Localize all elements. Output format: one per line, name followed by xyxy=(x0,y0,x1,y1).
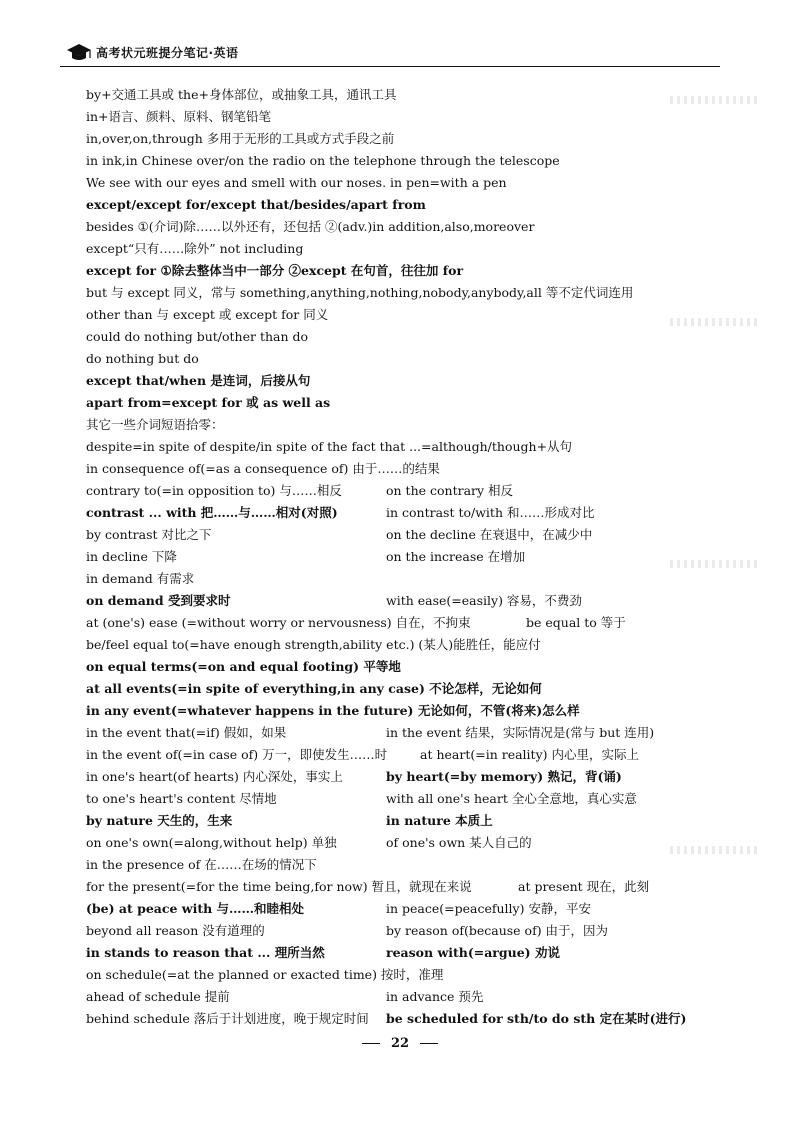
phrase-right: with ease(=easily) 容易，不费劲 xyxy=(386,593,582,608)
phrase-right: in peace(=peacefully) 安静，平安 xyxy=(386,901,591,916)
phrase-right: be equal to 等于 xyxy=(526,615,626,630)
phrase-left: in stands to reason that ... 理所当然 xyxy=(86,945,325,960)
note-line: apart from=except for 或 as well as xyxy=(86,395,331,410)
phrase-row xyxy=(86,568,706,590)
phrase-row xyxy=(86,700,706,722)
phrase-row xyxy=(86,678,706,700)
phrase-row xyxy=(86,634,706,656)
phrase-right: in advance 预先 xyxy=(386,989,484,1004)
phrase-right: at heart(=in reality) 内心里，实际上 xyxy=(420,747,639,762)
phrase-right: on the increase 在增加 xyxy=(386,549,526,564)
phrase-row xyxy=(86,876,706,898)
phrase-left: in any event(=whatever happens in the future) 无论如何，不管(将来)怎么样 xyxy=(86,703,580,718)
phrase-left: ahead of schedule 提前 xyxy=(86,989,230,1004)
scan-noise xyxy=(670,846,760,854)
phrase-row xyxy=(86,524,706,546)
note-line: despite=in spite of despite/in spite of the fact that ...=although/though+从句 xyxy=(86,439,573,454)
phrase-row xyxy=(86,810,706,832)
phrase-right: on the decline 在衰退中，在减少中 xyxy=(386,527,593,542)
note-line: in ink,in Chinese over/on the radio on the telephone through the telescope xyxy=(86,153,560,168)
phrase-right: of one's own 某人自己的 xyxy=(386,835,532,850)
phrase-left: in the event of(=in case of) 万一，即使发生……时 xyxy=(86,747,388,762)
phrase-row xyxy=(86,656,706,678)
phrase-left: behind schedule 落后于计划进度，晚于规定时间 xyxy=(86,1011,369,1026)
phrase-row xyxy=(86,480,706,502)
note-line: do nothing but do xyxy=(86,351,199,366)
phrase-left: contrary to(=in opposition to) 与……相反 xyxy=(86,483,342,498)
notes-body xyxy=(86,84,706,1030)
note-line: could do nothing but/other than do xyxy=(86,329,309,344)
page-number: 22 xyxy=(390,1036,410,1051)
phrase-left: on demand 受到要求时 xyxy=(86,593,231,608)
note-line: We see with our eyes and smell with our noses. in pen=with a pen xyxy=(86,175,507,190)
phrase-right: in nature 本质上 xyxy=(386,813,493,828)
phrase-right: by reason of(because of) 由于，因为 xyxy=(386,923,609,938)
phrase-left: by nature 天生的，生来 xyxy=(86,813,233,828)
phrase-left: for the present(=for the time being,for now) 暂且，就现在来说 xyxy=(86,879,472,894)
note-line: except/except for/except that/besides/apart from xyxy=(86,197,426,212)
phrase-left: be/feel equal to(=have enough strength,ability etc.) (某人)能胜任，能应付 xyxy=(86,637,541,652)
phrase-right: reason with(=argue) 劝说 xyxy=(386,945,560,960)
phrase-row xyxy=(86,986,706,1008)
phrase-row xyxy=(86,920,706,942)
note-line: in,over,on,through 多用于无形的工具或方式手段之前 xyxy=(86,131,395,146)
phrase-left: on schedule(=at the planned or exacted time) 按时，准理 xyxy=(86,967,444,982)
phrase-row xyxy=(86,788,706,810)
phrase-left: (be) at peace with 与……和睦相处 xyxy=(86,901,305,916)
note-line: besides ①(介词)除……以外还有，还包括 ②(adv.)in addition,also,moreover xyxy=(86,219,535,234)
graduation-cap-icon xyxy=(66,42,92,64)
note-line: in+语言、颜料、原料、钢笔铅笔 xyxy=(86,109,272,124)
note-line: except for ①除去整体当中一部分 ②except 在句首，往往加 for xyxy=(86,263,464,278)
book-title: 高考状元班提分笔记·英语 xyxy=(96,46,239,60)
phrase-row xyxy=(86,458,706,480)
scan-noise xyxy=(670,560,760,568)
phrase-pairs xyxy=(86,458,706,1030)
footer-dash-right xyxy=(420,1043,438,1044)
phrase-row xyxy=(86,898,706,920)
phrase-row xyxy=(86,612,706,634)
phrase-row xyxy=(86,854,706,876)
phrase-left: in consequence of(=as a consequence of) 由于……的结果 xyxy=(86,461,440,476)
note-line: except“只有……除外” not including xyxy=(86,241,304,256)
phrase-row xyxy=(86,722,706,744)
note-line: 其它一些介词短语拾零： xyxy=(86,417,224,432)
phrase-left: at (one's) ease (=without worry or nervousness) 自在，不拘束 xyxy=(86,615,471,630)
phrase-left: to one's heart's content 尽情地 xyxy=(86,791,277,806)
phrase-row xyxy=(86,546,706,568)
page-footer xyxy=(0,1036,800,1051)
phrase-left: in one's heart(of hearts) 内心深处，事实上 xyxy=(86,769,343,784)
phrase-row xyxy=(86,744,706,766)
phrase-right: on the contrary 相反 xyxy=(386,483,514,498)
phrase-left: on one's own(=along,without help) 单独 xyxy=(86,835,337,850)
note-line: but 与 except 同义，常与 something,anything,nothing,nobody,anybody,all 等不定代词连用 xyxy=(86,285,634,300)
page-header xyxy=(60,36,720,76)
scan-noise xyxy=(670,318,760,326)
phrase-row xyxy=(86,832,706,854)
phrase-right: by heart(=by memory) 熟记，背(诵) xyxy=(386,769,622,784)
phrase-left: on equal terms(=on and equal footing) 平等地 xyxy=(86,659,401,674)
phrase-left: contrast ... with 把……与……相对(对照) xyxy=(86,505,338,520)
phrase-left: in the event that(=if) 假如，如果 xyxy=(86,725,287,740)
phrase-left: beyond all reason 没有道理的 xyxy=(86,923,265,938)
footer-dash-left xyxy=(362,1043,380,1044)
phrase-right: with all one's heart 全心全意地，真心实意 xyxy=(386,791,637,806)
phrase-row xyxy=(86,590,706,612)
notes-lines xyxy=(86,84,706,458)
phrase-row xyxy=(86,1008,706,1030)
phrase-row xyxy=(86,502,706,524)
note-line: by+交通工具或 the+身体部位，或抽象工具，通讯工具 xyxy=(86,87,397,102)
scan-noise xyxy=(670,96,760,104)
phrase-right: be scheduled for sth/to do sth 定在某时(进行) xyxy=(386,1011,687,1026)
phrase-row xyxy=(86,964,706,986)
phrase-right: in contrast to/with 和……形成对比 xyxy=(386,505,595,520)
phrase-row xyxy=(86,942,706,964)
note-line: except that/when 是连词，后接从句 xyxy=(86,373,311,388)
phrase-left: in decline 下降 xyxy=(86,549,177,564)
phrase-left: by contrast 对比之下 xyxy=(86,527,212,542)
phrase-right: at present 现在，此刻 xyxy=(518,879,650,894)
phrase-row xyxy=(86,766,706,788)
phrase-left: in the presence of 在……在场的情况下 xyxy=(86,857,317,872)
header-rule xyxy=(60,66,720,67)
phrase-right: in the event 结果，实际情况是(常与 but 连用) xyxy=(386,725,655,740)
phrase-left: in demand 有需求 xyxy=(86,571,195,586)
phrase-left: at all events(=in spite of everything,in any case) 不论怎样，无论如何 xyxy=(86,681,542,696)
note-line: other than 与 except 或 except for 同义 xyxy=(86,307,329,322)
